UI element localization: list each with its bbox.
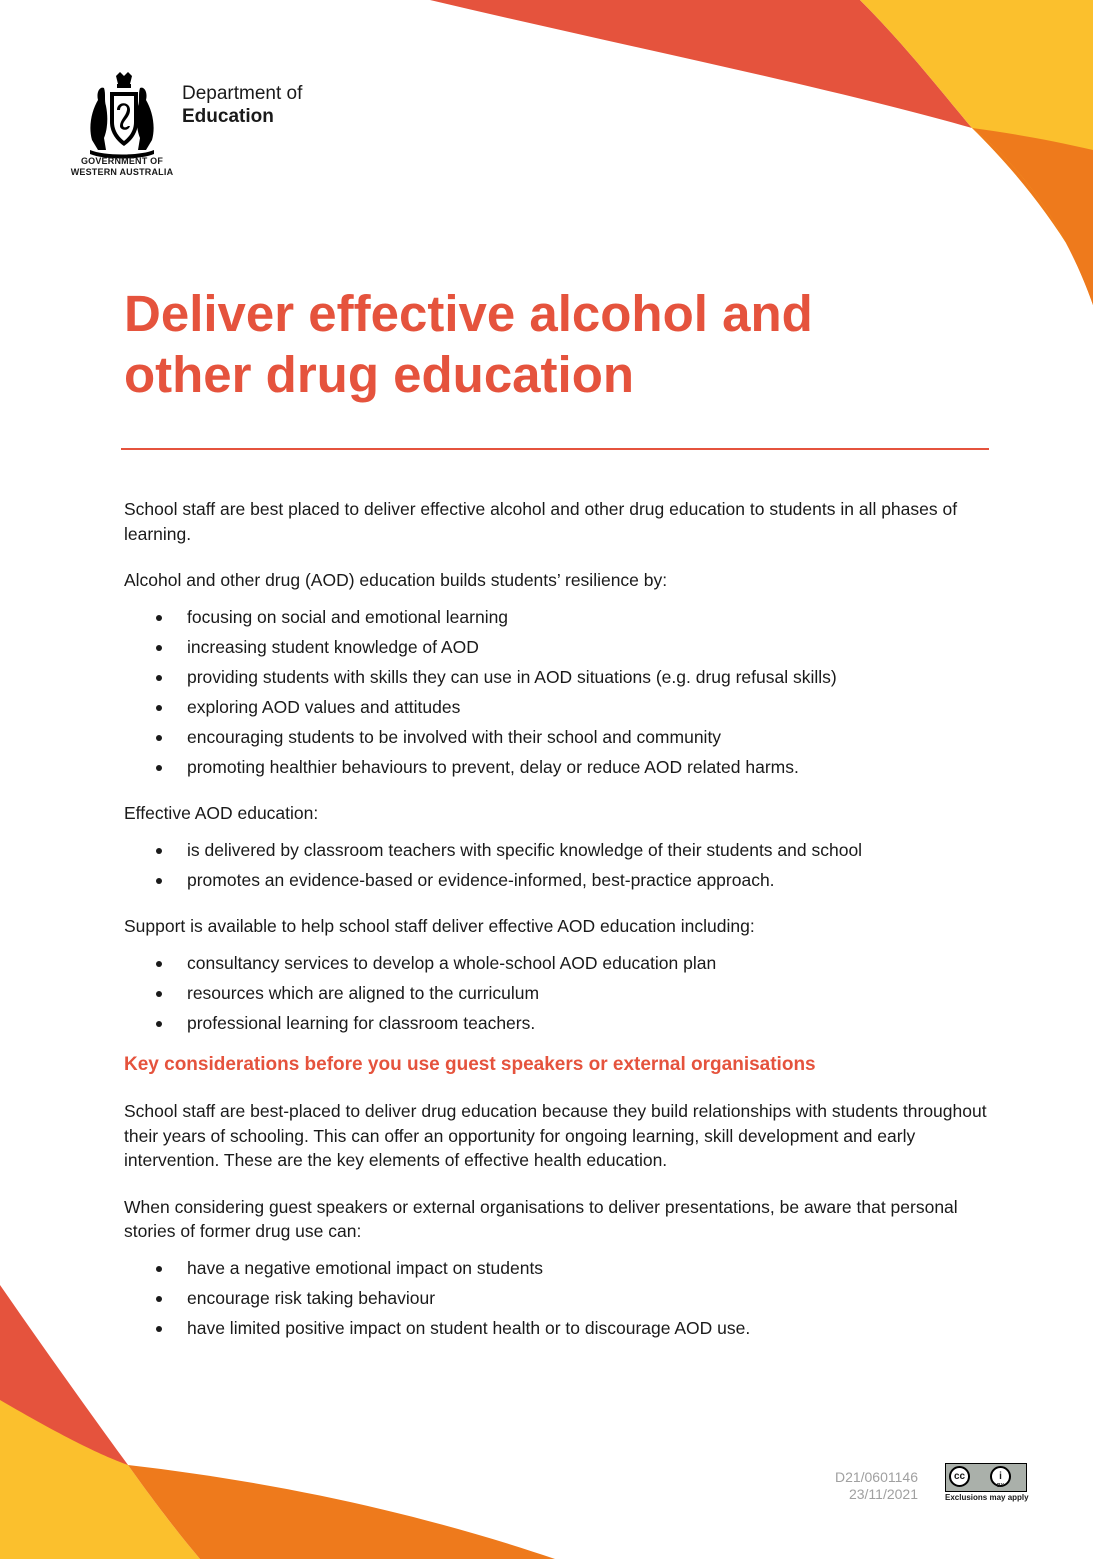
department-logo xyxy=(66,70,316,185)
bottom-orange-swoosh xyxy=(128,1465,555,1559)
title-line-1: Deliver effective alcohol and xyxy=(124,285,813,342)
bottom-red-swoosh xyxy=(0,1285,128,1465)
list-item: promoting healthier behaviours to prevent, delay or reduce AOD related harms. xyxy=(124,755,994,780)
top-yellow-swoosh xyxy=(860,0,1093,290)
title-line-2: other drug education xyxy=(124,346,634,403)
list-item: professional learning for classroom teachers. xyxy=(124,1011,994,1036)
builds-intro: Alcohol and other drug (AOD) education builds students’ resilience by: xyxy=(124,570,668,590)
key-paragraph-1: School staff are best-placed to deliver drug education because they build relationships with students throughout their years of schooling. This can offer an opportunity for ongoing learning, skill development and early intervention. These are the key elements of effective health education. xyxy=(124,1101,987,1170)
key-list xyxy=(124,1256,994,1341)
list-item: providing students with skills they can use in AOD situations (e.g. drug refusal skills) xyxy=(124,665,994,690)
list-item: have limited positive impact on student health or to discourage AOD use. xyxy=(124,1316,994,1341)
bottom-yellow-swoosh xyxy=(0,1400,200,1559)
page-title xyxy=(124,283,1024,405)
effective-list xyxy=(124,838,994,893)
builds-list xyxy=(124,605,994,780)
title-divider xyxy=(121,448,989,450)
list-item: encouraging students to be involved with their school and community xyxy=(124,725,994,750)
list-item: encourage risk taking behaviour xyxy=(124,1286,994,1311)
list-item: promotes an evidence-based or evidence-informed, best-practice approach. xyxy=(124,868,994,893)
list-item: focusing on social and emotional learning xyxy=(124,605,994,630)
support-list xyxy=(124,951,994,1036)
right-orange-band xyxy=(972,128,1093,305)
license-by-label: BY xyxy=(997,1483,1004,1489)
document-body xyxy=(124,497,994,1362)
list-item: increasing student knowledge of AOD xyxy=(124,635,994,660)
cc-license-box xyxy=(945,1463,1027,1492)
top-orange-swoosh xyxy=(972,128,1093,305)
list-item: is delivered by classroom teachers with specific knowledge of their students and school xyxy=(124,838,994,863)
government-label xyxy=(66,156,178,178)
document-reference xyxy=(780,1469,918,1503)
gov-line-2: WESTERN AUSTRALIA xyxy=(70,167,174,177)
attribution-icon: i xyxy=(990,1466,1011,1487)
dept-line-1: Department of xyxy=(182,83,303,104)
doc-number: D21/0601146 xyxy=(834,1469,918,1485)
key-considerations-heading: Key considerations before you use guest speakers or external organisations xyxy=(124,1054,816,1075)
support-intro: Support is available to help school staff deliver effective AOD education including: xyxy=(124,916,755,936)
doc-date: 23/11/2021 xyxy=(848,1486,918,1502)
department-name xyxy=(182,82,302,128)
creative-commons-badge xyxy=(945,1463,1027,1503)
cc-icon: cc xyxy=(949,1466,970,1487)
top-red-swoosh xyxy=(430,0,972,128)
effective-intro: Effective AOD education: xyxy=(124,803,319,823)
list-item: exploring AOD values and attitudes xyxy=(124,695,994,720)
gov-line-1: GOVERNMENT OF xyxy=(80,156,164,166)
key-paragraph-2: When considering guest speakers or external organisations to deliver presentations, be aware that personal stories of former drug use can: xyxy=(124,1196,958,1241)
list-item: have a negative emotional impact on students xyxy=(124,1256,994,1281)
list-item: consultancy services to develop a whole-school AOD education plan xyxy=(124,951,994,976)
wa-coat-of-arms-icon xyxy=(84,70,160,160)
license-note: Exclusions may apply xyxy=(945,1493,1029,1502)
list-item: resources which are aligned to the curriculum xyxy=(124,981,994,1006)
intro-paragraph: School staff are best placed to deliver effective alcohol and other drug education to students in all phases of learning. xyxy=(124,499,958,544)
dept-line-2: Education xyxy=(182,106,274,127)
